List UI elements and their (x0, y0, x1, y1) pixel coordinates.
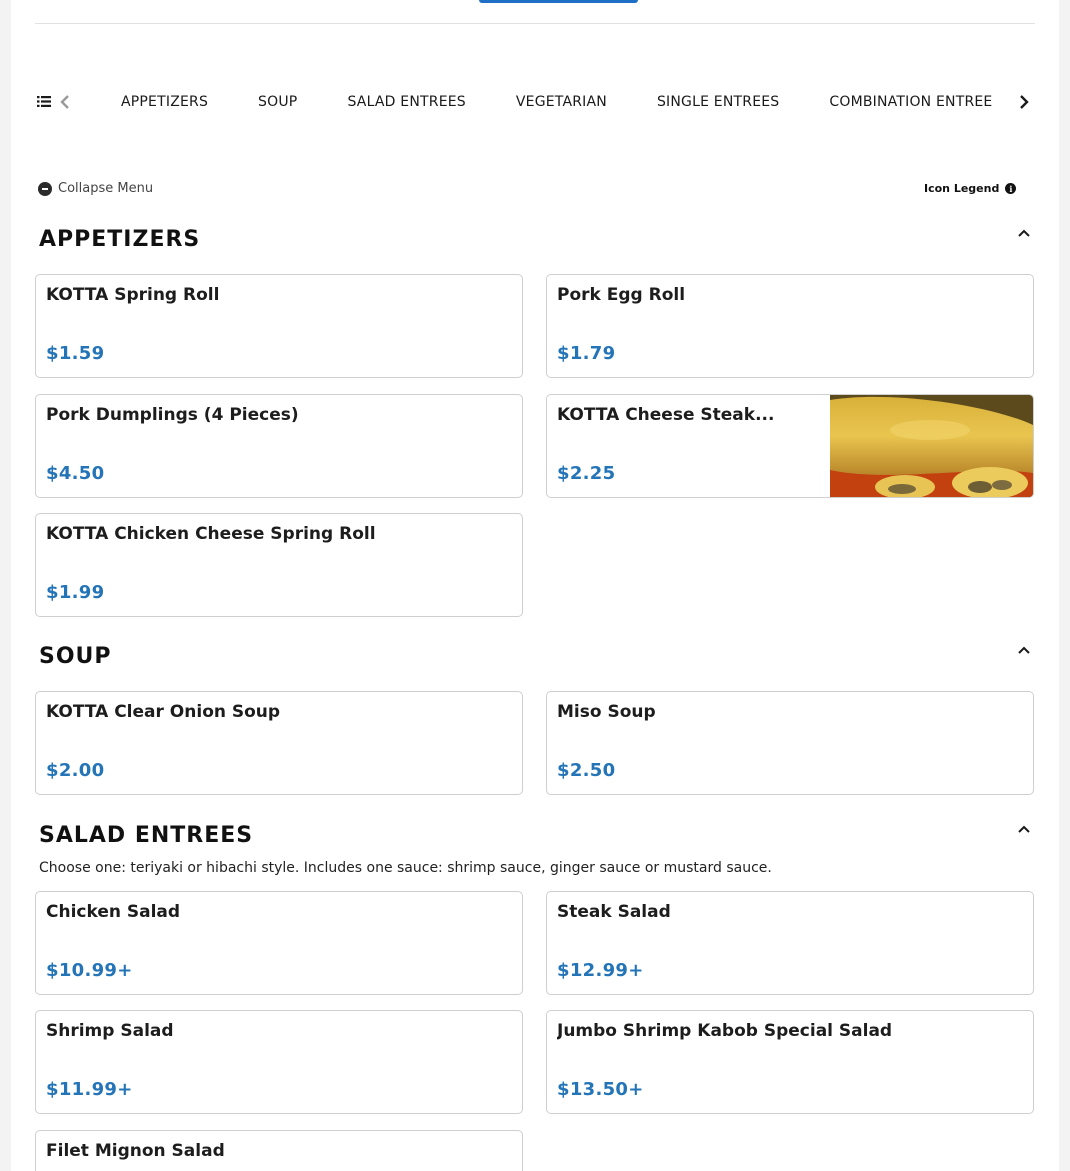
category-tab-single-entrees[interactable]: SINGLE ENTREES (656, 94, 780, 110)
item-price: $13.50+ (557, 1079, 644, 1100)
item-price: $1.99 (46, 582, 105, 603)
item-name: Miso Soup (557, 702, 656, 722)
item-name: Jumbo Shrimp Kabob Special Salad (557, 1021, 893, 1041)
collapse-menu-label: Collapse Menu (58, 181, 154, 196)
category-tab-combination-entree[interactable]: COMBINATION ENTREE (829, 94, 993, 110)
item-price: $12.99+ (557, 960, 644, 981)
icon-legend-button[interactable] (924, 182, 1016, 195)
section-title-appetizers: APPETIZERS (39, 227, 201, 252)
menu-item-card[interactable] (35, 394, 523, 498)
item-name: Shrimp Salad (46, 1021, 174, 1041)
menu-page (11, 0, 1059, 1171)
item-name: Chicken Salad (46, 902, 181, 922)
chevron-right-icon[interactable] (1018, 94, 1030, 110)
category-tab-soup[interactable]: SOUP (258, 94, 298, 110)
menu-item-card[interactable] (546, 891, 1034, 995)
chevron-left-icon[interactable] (59, 94, 71, 110)
menu-item-card[interactable] (35, 1130, 523, 1171)
icon-legend-label: Icon Legend (924, 182, 1000, 195)
menu-item-card[interactable] (546, 1010, 1034, 1114)
item-price: $10.99+ (46, 960, 133, 981)
section-description: Choose one: teriyaki or hibachi style. Includes one sauce: shrimp sauce, ginger sauce or mustard sauce. (39, 860, 772, 876)
info-icon: i (1005, 183, 1016, 194)
item-name: KOTTA Cheese Steak... (557, 405, 775, 425)
item-price: $4.50 (46, 463, 105, 484)
category-tab-appetizers[interactable]: APPETIZERS (121, 94, 209, 110)
nav-next-area (1011, 84, 1059, 120)
category-tab-salad-entrees[interactable]: SALAD ENTREES (347, 94, 466, 110)
item-price: $11.99+ (46, 1079, 133, 1100)
item-name: Steak Salad (557, 902, 671, 922)
item-price: $1.79 (557, 343, 616, 364)
menu-item-card[interactable] (35, 691, 523, 795)
chevron-up-icon[interactable] (1017, 228, 1031, 238)
menu-item-card[interactable] (546, 394, 1034, 498)
menu-item-card[interactable] (35, 1010, 523, 1114)
top-action-button[interactable] (479, 0, 638, 3)
menu-item-card[interactable] (35, 891, 523, 995)
item-name: KOTTA Chicken Cheese Spring Roll (46, 524, 376, 544)
category-tab-vegetarian[interactable]: VEGETARIAN (515, 94, 607, 110)
menu-item-card[interactable] (546, 691, 1034, 795)
top-strip (35, 0, 1035, 24)
item-name: KOTTA Spring Roll (46, 285, 220, 305)
item-name: Filet Mignon Salad (46, 1141, 225, 1161)
item-name: Pork Egg Roll (557, 285, 686, 305)
menu-item-card[interactable] (35, 274, 523, 378)
list-icon[interactable] (37, 95, 51, 108)
category-nav (35, 84, 1059, 120)
item-price: $2.25 (557, 463, 616, 484)
menu-item-card[interactable] (35, 513, 523, 617)
collapse-menu-button[interactable] (38, 181, 153, 196)
item-name: KOTTA Clear Onion Soup (46, 702, 281, 722)
food-photo (830, 395, 1033, 497)
item-name: Pork Dumplings (4 Pieces) (46, 405, 299, 425)
chevron-up-icon[interactable] (1017, 824, 1031, 834)
section-title-salad-entrees: SALAD ENTREES (39, 823, 254, 848)
minus-circle-icon (38, 182, 52, 196)
category-list (121, 84, 1042, 120)
menu-item-card[interactable] (546, 274, 1034, 378)
chevron-up-icon[interactable] (1017, 645, 1031, 655)
item-price: $2.00 (46, 760, 105, 781)
section-title-soup: SOUP (39, 644, 112, 669)
item-price: $1.59 (46, 343, 105, 364)
item-price: $2.50 (557, 760, 616, 781)
